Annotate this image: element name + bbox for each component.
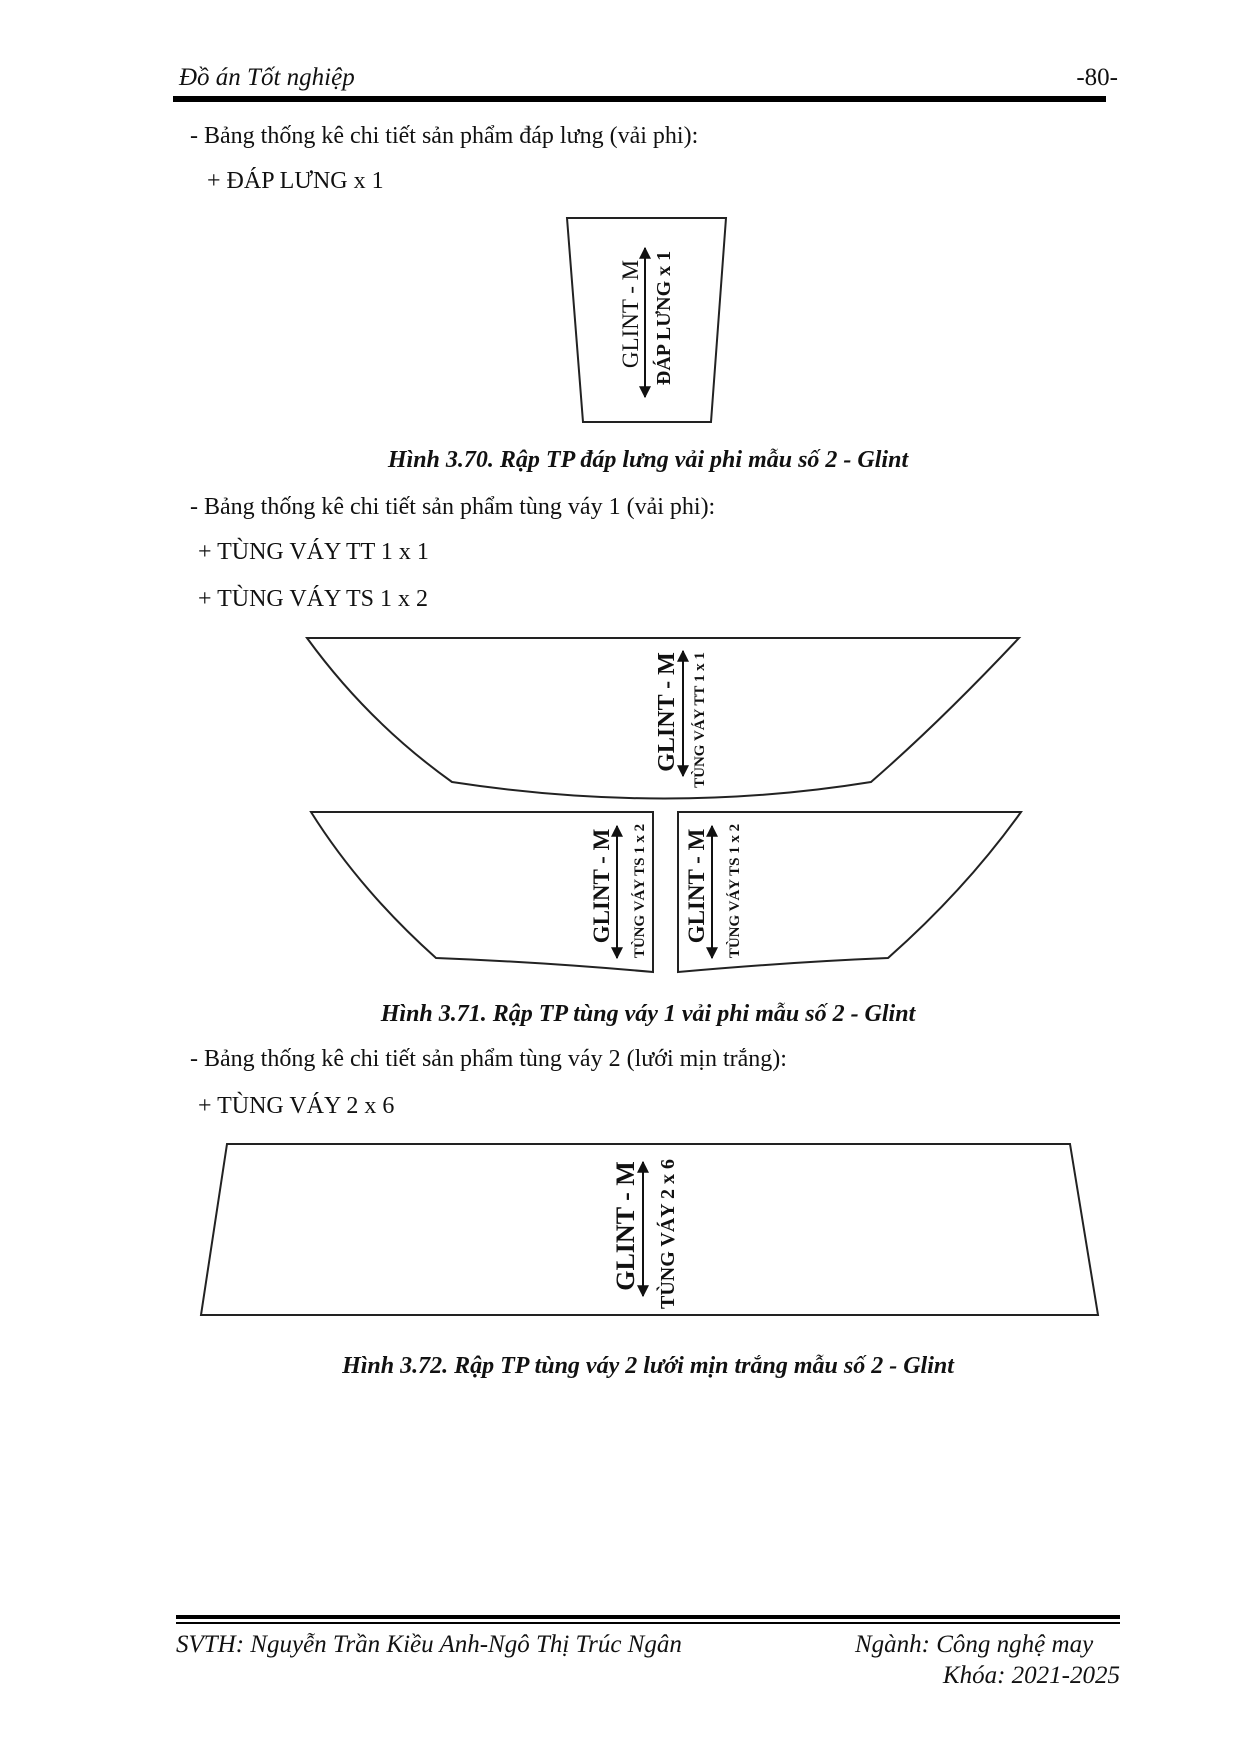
piece-label: ĐÁP LƯNG x 1 [653,250,675,386]
section-intro-dap-lung: - Bảng thống kê chi tiết sản phẩm đáp lưng (vải phi): [190,123,699,149]
header-title: Đồ án Tốt nghiệp [179,64,355,91]
size-label: GLINT - M [618,259,643,369]
footer-students: SVTH: Nguyễn Trần Kiều Anh-Ngô Thị Trúc Ngân [176,1631,682,1658]
footer-rule-thin [176,1622,1120,1624]
piece-label: TÙNG VÁY 2 x 6 [657,1158,679,1310]
piece-label: TÙNG VÁY TT 1 x 1 [692,652,708,788]
section-intro-tung-vay-2: - Bảng thống kê chi tiết sản phẩm tùng váy 2 (lưới mịn trắng): [190,1046,787,1072]
footer-course: Khóa: 2021-2025 [942,1662,1120,1689]
pattern-dap-lung [567,218,726,422]
pattern-piece-outline [201,1144,1098,1315]
footer-rule-thick [176,1615,1120,1619]
pattern-piece-outline [567,218,726,422]
list-item: + TÙNG VÁY TS 1 x 2 [198,586,429,612]
figure-caption-3-71: Hình 3.71. Rập TP tùng váy 1 vải phi mẫu số 2 - Glint [380,1001,916,1027]
pattern-tung-vay-2 [201,1144,1098,1315]
pattern-tung-vay-ts-right [678,812,1021,972]
footer-major: Ngành: Công nghệ may [855,1631,1094,1658]
size-label: GLINT - M [684,828,709,944]
pattern-tung-vay-tt [307,638,1019,799]
piece-label: TÙNG VÁY TS 1 x 2 [632,823,648,959]
section-intro-tung-vay-1: - Bảng thống kê chi tiết sản phẩm tùng váy 1 (vải phi): [190,494,716,520]
list-item: + TÙNG VÁY TT 1 x 1 [198,539,429,565]
figure-caption-3-72: Hình 3.72. Rập TP tùng váy 2 lưới mịn trắng mẫu số 2 - Glint [342,1353,954,1379]
size-label: GLINT - M [611,1161,640,1291]
figure-caption-3-70: Hình 3.70. Rập TP đáp lưng vải phi mẫu số 2 - Glint [387,447,909,473]
size-label: GLINT - M [589,828,614,944]
pattern-tung-vay-ts-left [311,812,653,972]
page-number: -80- [1076,64,1118,91]
list-item: + TÙNG VÁY 2 x 6 [198,1093,395,1119]
piece-label: TÙNG VÁY TS 1 x 2 [727,823,743,959]
size-label: GLINT - M [654,652,680,772]
list-item: + ĐÁP LƯNG x 1 [207,168,384,194]
